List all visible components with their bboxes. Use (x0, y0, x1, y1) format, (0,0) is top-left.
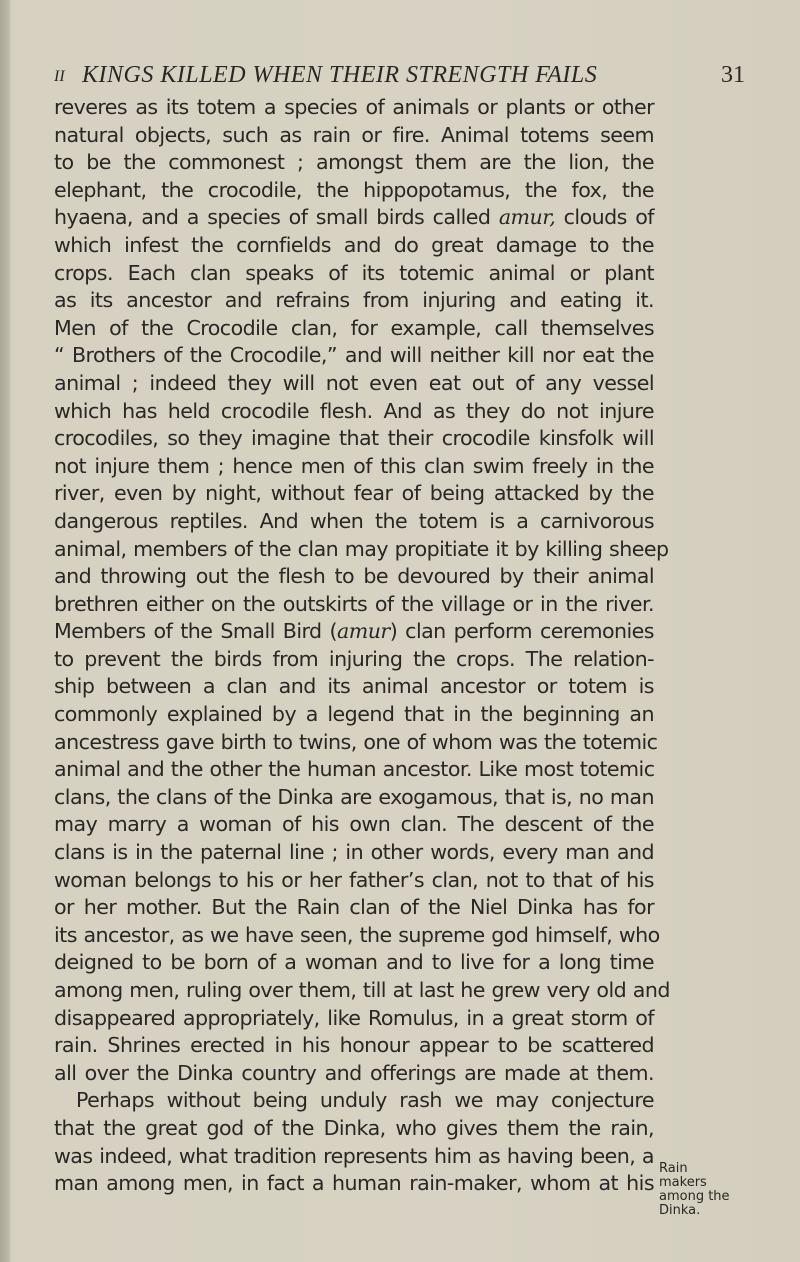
marginal-note-line: among the (659, 1189, 730, 1204)
text-line: its ancestor, as we have seen, the supreme god himself, who (54, 922, 660, 947)
text-line: crocodiles, so they imagine that their crocodile kinsfolk will (54, 426, 654, 451)
text-line: Perhaps without being unduly rash we may conjecture (76, 1088, 654, 1113)
text-line: all over the Dinka country and offerings are made at them. (54, 1060, 654, 1085)
text-line: disappeared appropriately, like Romulus, in a great storm of (54, 1005, 654, 1030)
page-number: 31 (721, 62, 745, 88)
text-line: was indeed, what tradition represents him as having been, a (54, 1143, 654, 1168)
text-line: natural objects, such as rain or fire. Animal totems seem (54, 122, 654, 147)
text-line: elephant, the crocodile, the hippopotamus, the fox, the (54, 177, 654, 202)
text-line: and throwing out the flesh to be devoured by their animal (54, 564, 654, 589)
text-line: not injure them ; hence men of this clan swim freely in the (54, 453, 654, 478)
text-line: hyaena, and a species of small birds called amur, clouds of (54, 205, 654, 230)
text-line: commonly explained by a legend that in the beginning an (54, 702, 654, 727)
text-line: “ Brothers of the Crocodile,” and will neither kill nor eat the (54, 343, 654, 368)
text-line: reveres as its totem a species of animals or plants or other (54, 95, 654, 119)
text-line: ancestress gave birth to twins, one of whom was the totemic (54, 729, 658, 754)
text-line: Men of the Crocodile clan, for example, call themselves (54, 315, 654, 340)
text-line: to prevent the birds from injuring the crops. The relation- (54, 646, 654, 671)
text-line: brethren either on the outskirts of the village or in the river. (54, 591, 654, 616)
text-line: or her mother. But the Rain clan of the Niel Dinka has for (54, 895, 654, 920)
text-line: man among men, in fact a human rain-maker, whom at his (54, 1171, 654, 1196)
text-line: as its ancestor and refrains from injuring and eating it. (54, 288, 654, 313)
text-line: dangerous reptiles. And when the totem is a carnivorous (54, 508, 654, 533)
text-line: clans, the clans of the Dinka are exogamous, that is, no man (54, 784, 654, 809)
text-line: that the great god of the Dinka, who gives them the rain, (54, 1115, 654, 1140)
chapter-number: II (54, 68, 65, 85)
text-line: deigned to be born of a woman and to live for a long time (54, 950, 654, 975)
text-line: which infest the cornfields and do great damage to the (54, 232, 654, 257)
text-line: woman belongs to his or her father’s clan, not to that of his (54, 867, 654, 892)
text-line: Members of the Small Bird (amur) clan perform ceremonies (54, 619, 654, 644)
marginal-note-line: Dinka. (659, 1203, 701, 1218)
text-line: to be the commonest ; amongst them are the lion, the (54, 150, 654, 175)
text-line: crops. Each clan speaks of its totemic animal or plant (54, 260, 654, 285)
text-line: ship between a clan and its animal ancestor or totem is (54, 674, 654, 699)
text-line: animal and the other the human ancestor. Like most totemic (54, 757, 655, 782)
running-title: KINGS KILLED WHEN THEIR STRENGTH FAILS (82, 62, 598, 88)
text-line: may marry a woman of his own clan. The descent of the (54, 812, 654, 837)
text-line: rain. Shrines erected in his honour appear to be scattered (54, 1033, 654, 1058)
page-gutter (0, 0, 10, 1262)
text-line: river, even by night, without fear of being attacked by the (54, 481, 654, 506)
text-line: clans is in the paternal line ; in other words, every man and (54, 840, 654, 865)
running-header (54, 58, 754, 92)
body-text (54, 94, 670, 1198)
text-line: which has held crocodile flesh. And as they do not injure (54, 398, 654, 423)
marginal-note-line: Rain (659, 1161, 688, 1176)
marginal-note (659, 1162, 779, 1218)
marginal-note-line: makers (659, 1175, 707, 1190)
text-line: animal ; indeed they will not even eat out of any vessel (54, 370, 654, 395)
text-line: among men, ruling over them, till at last he grew very old and (54, 978, 670, 1002)
text-line: animal, members of the clan may propitiate it by killing sheep (54, 536, 669, 561)
